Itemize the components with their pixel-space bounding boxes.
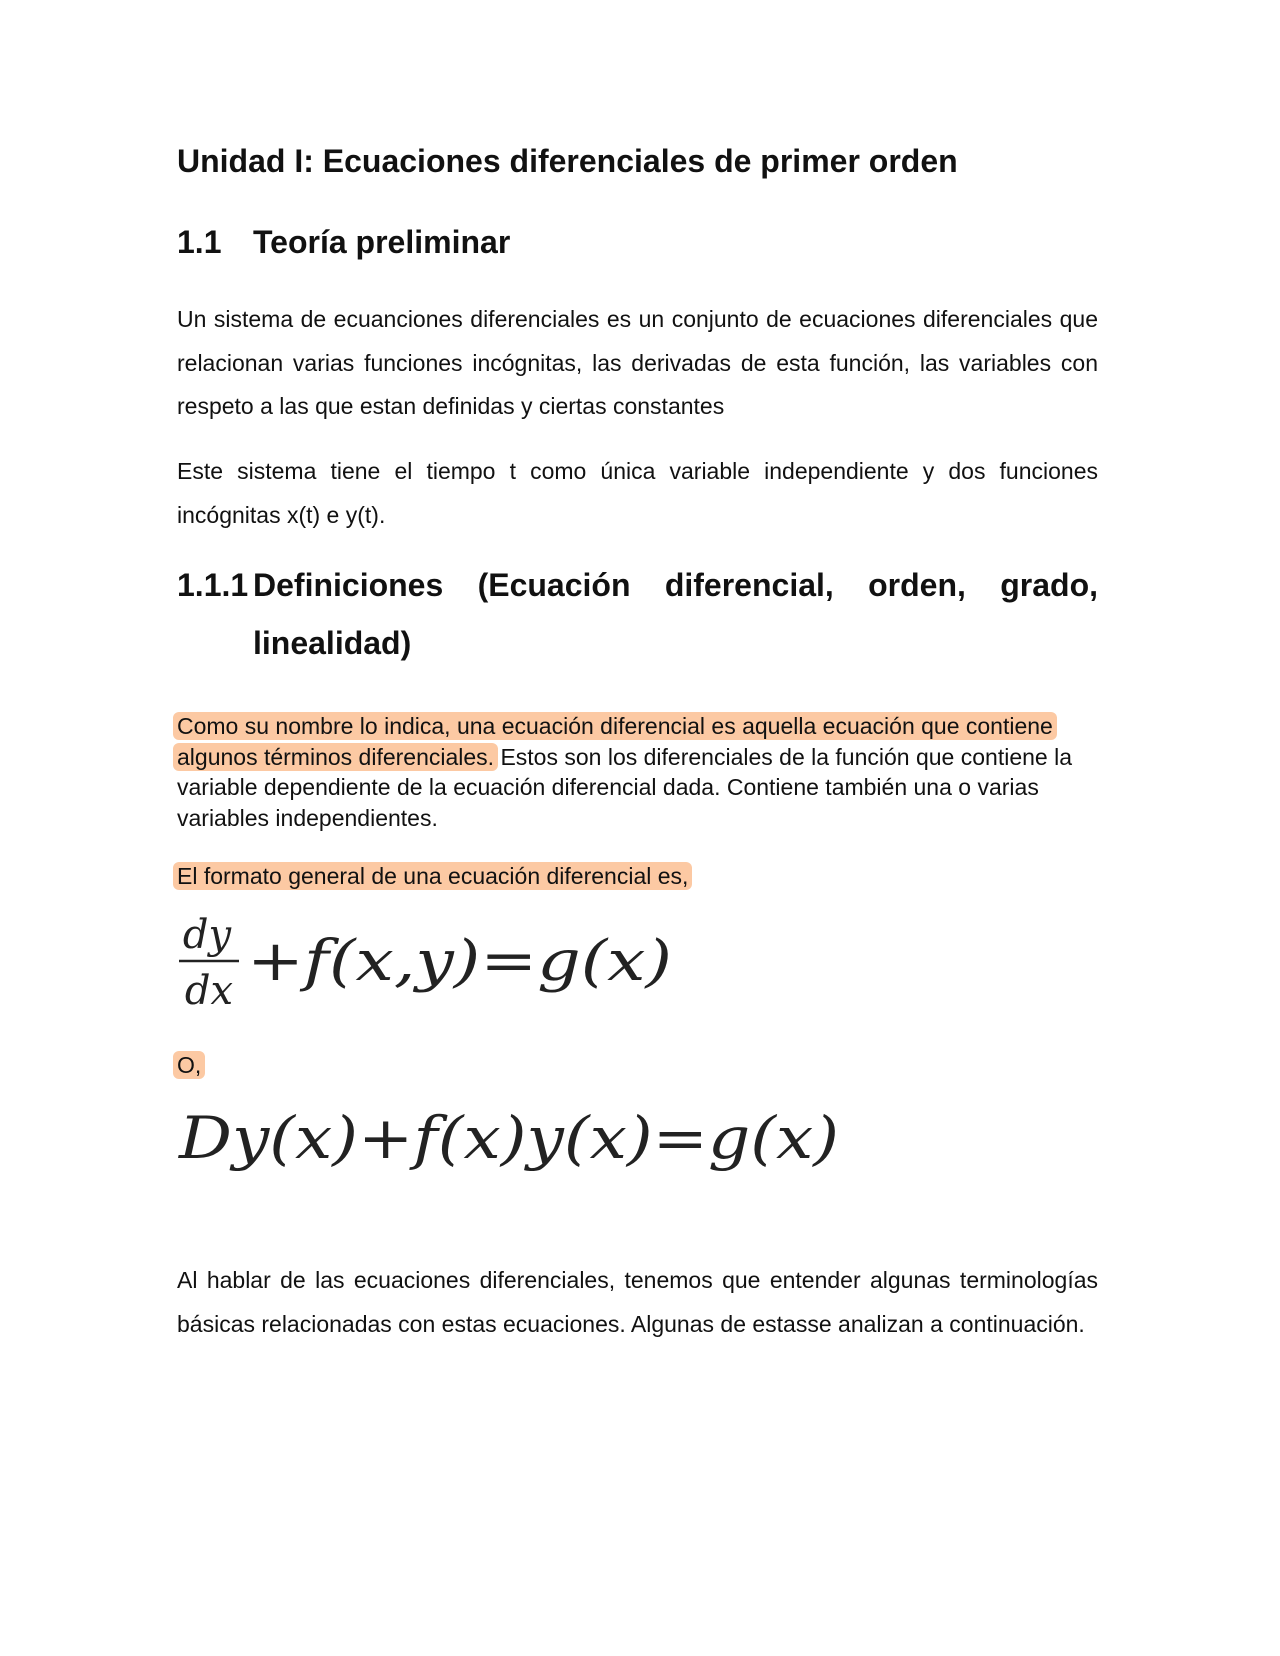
equation-2-graphic	[177, 1100, 857, 1180]
equation-1-graphic	[177, 912, 677, 1017]
highlighted-text: El formato general de una ecuación diferencial es,	[173, 862, 692, 890]
paragraph-or	[177, 1050, 1098, 1081]
section-heading-1-1	[177, 224, 510, 261]
section-number: 1.1	[177, 224, 222, 260]
subsection-number: 1.1.1	[177, 567, 249, 603]
equation-operator-form	[177, 1100, 857, 1184]
paragraph-terminology: Al hablar de las ecuaciones diferenciales, tenemos que entender algunas terminologías básicas relacionadas con estas ecuaciones. Algunas de estasse analizan a continuación.	[177, 1267, 1098, 1337]
highlighted-text: O,	[173, 1051, 205, 1079]
paragraph-definition-rest: Estos son los diferenciales de la función que contiene la variable dependiente de la ecuación diferencial dada. Contiene también una o varias variables independientes.	[177, 743, 1072, 831]
subsection-title-line-2: linealidad)	[253, 625, 412, 661]
equation-1-denominator: dx	[184, 968, 234, 1014]
section-title: Teoría preliminar	[253, 224, 511, 260]
section-heading-1-1-1	[177, 556, 1098, 672]
paragraph-time-variable: Este sistema tiene el tiempo t como única variable independiente y dos funciones incógnitas x(t) e y(t).	[177, 458, 1098, 528]
highlighted-text: Como su nombre lo indica, una ecuación diferencial es aquella ecuación que contiene algunos términos diferenciales.	[173, 712, 1057, 771]
paragraph-general-format	[177, 861, 1098, 892]
equation-2-text: Dy(x)+f(x)y(x)=g(x)	[177, 1104, 840, 1172]
unit-title: Unidad I: Ecuaciones diferenciales de primer orden	[177, 143, 958, 179]
subsection-title-line-1: Definiciones (Ecuación diferencial, orden, grado,	[253, 567, 1098, 603]
equation-general-form	[177, 912, 677, 1021]
paragraph-system-definition: Un sistema de ecuanciones diferenciales es un conjunto de ecuaciones diferenciales que relacionan varias funciones incógnitas, las derivadas de esta función, las variables con respeto a las que estan definidas y ciertas constantes	[177, 306, 1098, 419]
equation-1-rest: +f(x,y)=g(x)	[247, 929, 672, 994]
equation-1-numerator: dy	[182, 912, 232, 958]
paragraph-definition	[177, 711, 1098, 833]
